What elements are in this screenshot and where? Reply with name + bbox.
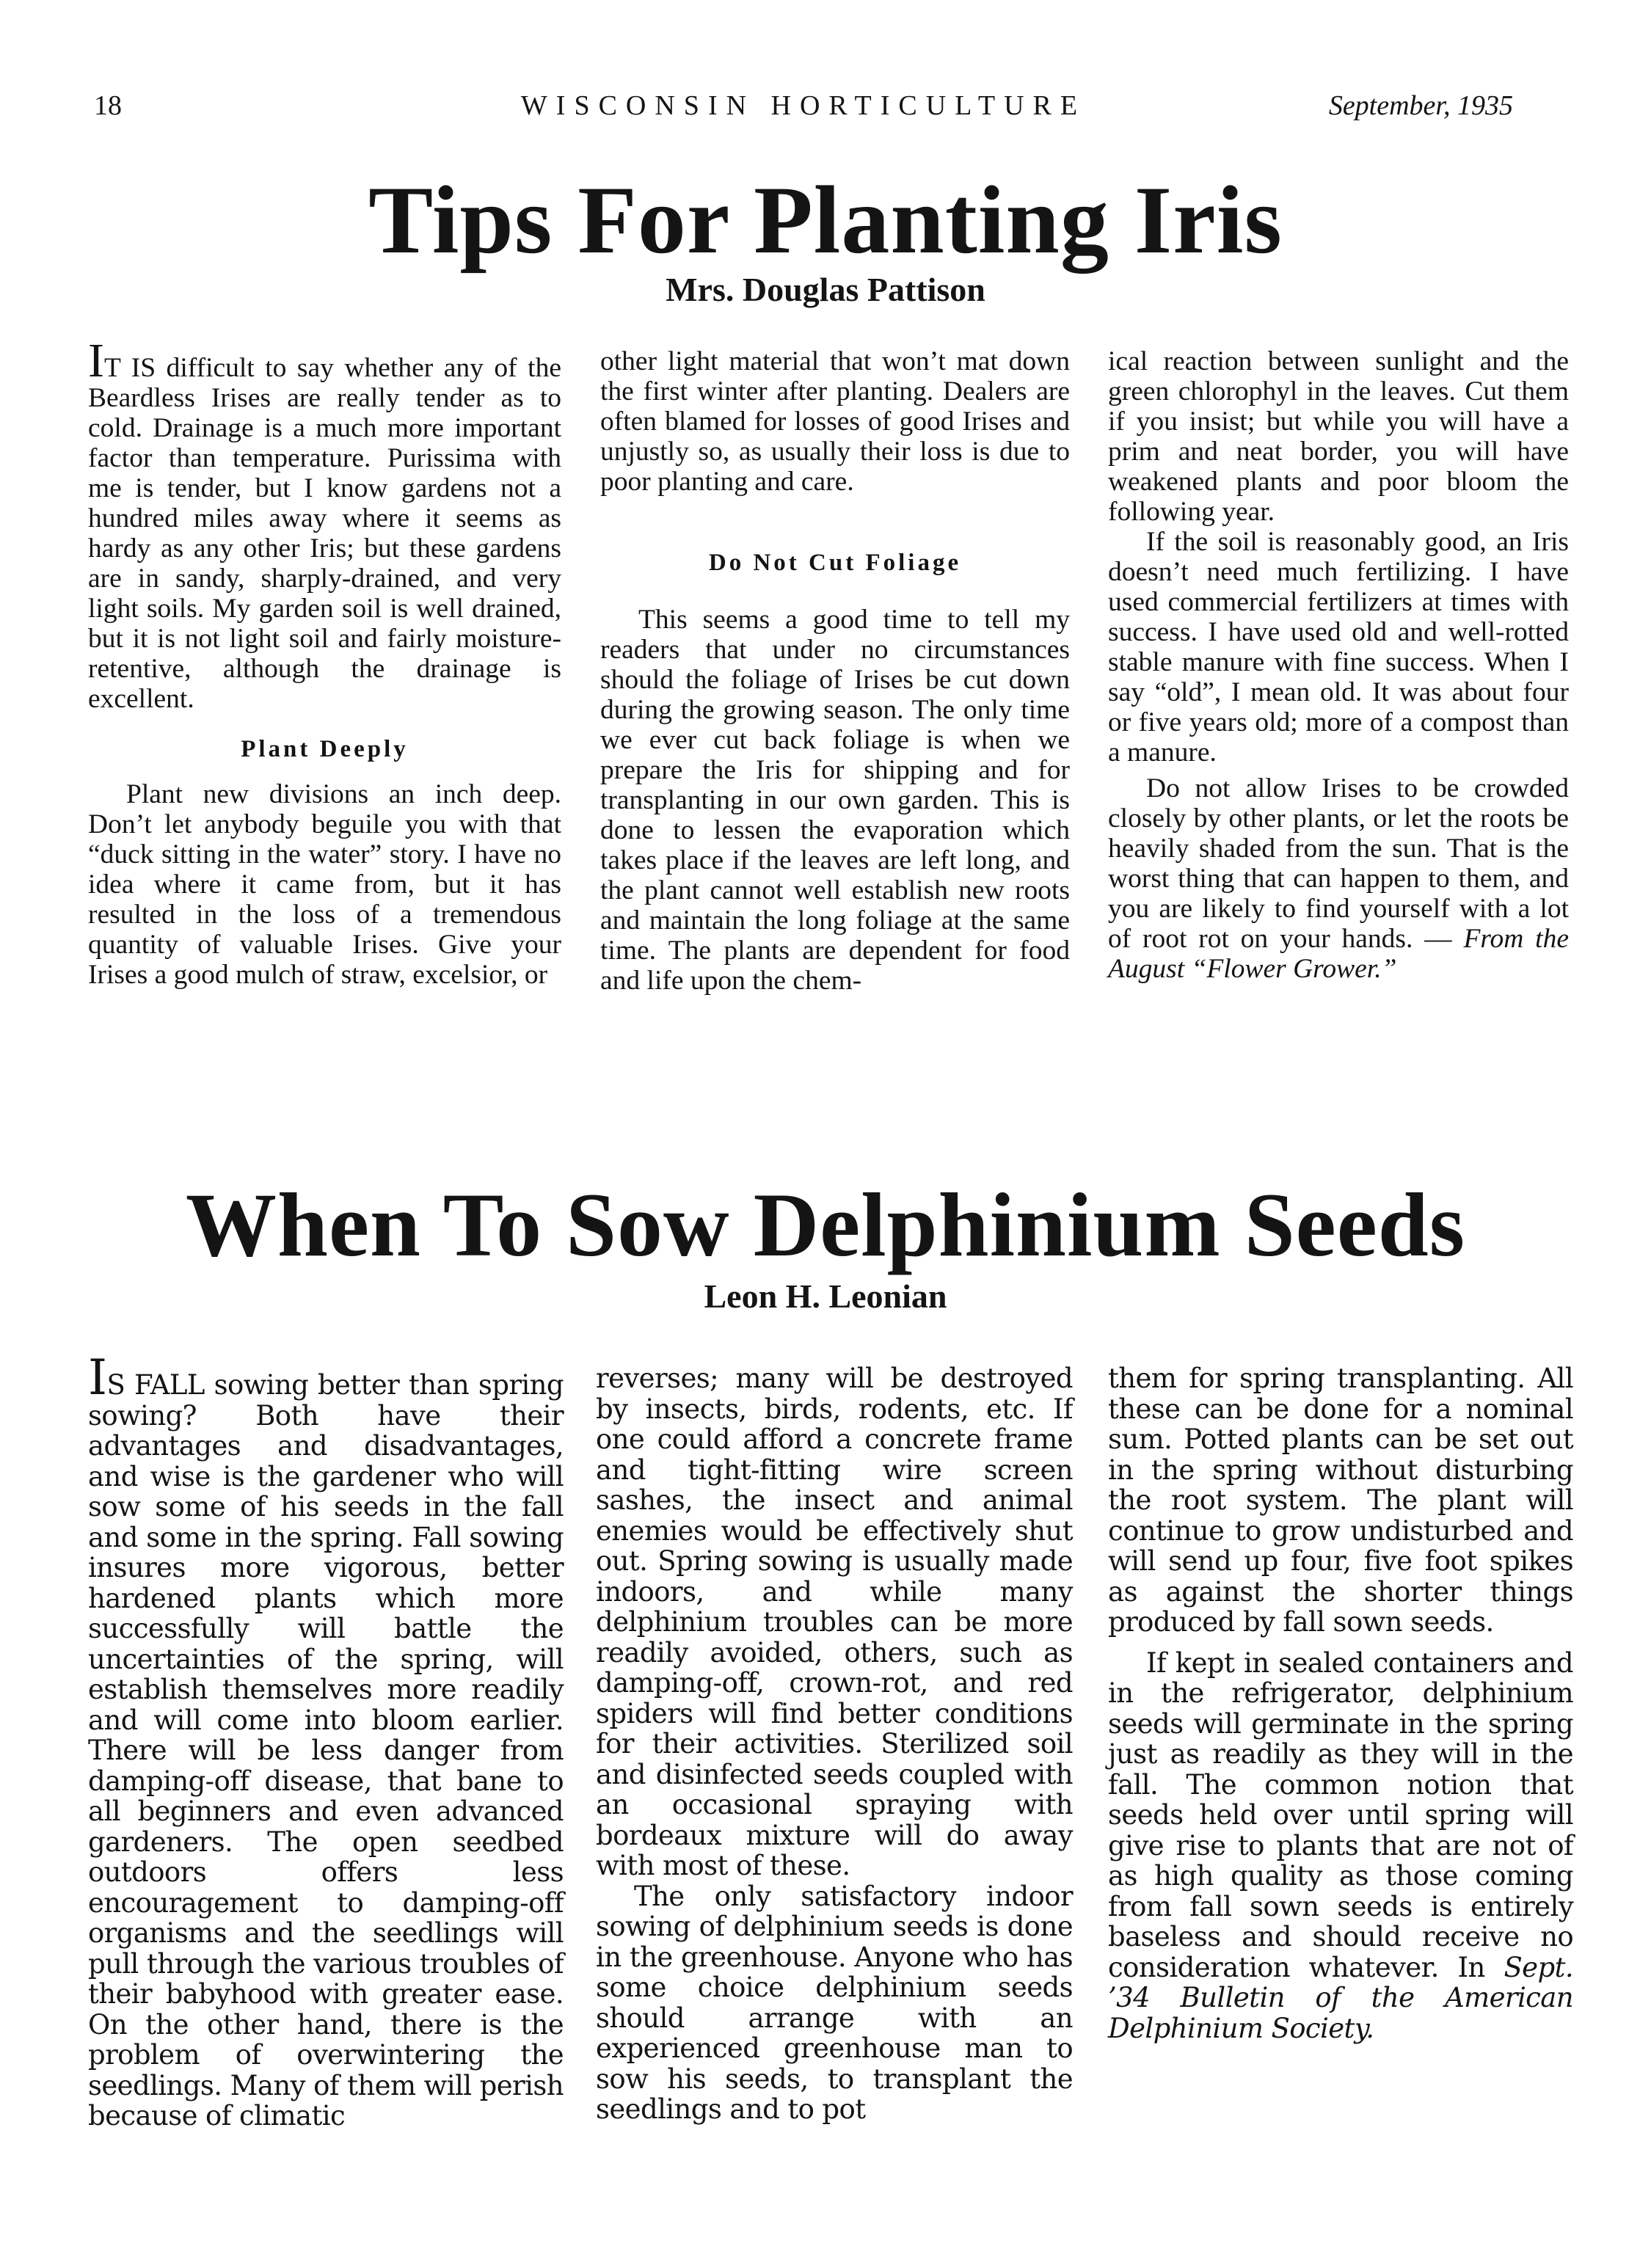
drop-cap: I (88, 334, 104, 387)
delphinium-column-2 (596, 1363, 1073, 2125)
subhead-plant-deeply: Plant Deeply (241, 736, 409, 762)
delphinium-column-1 (88, 1349, 564, 2132)
delphinium-paragraph-text: S FALL sowing better than spring sowing? Both have their advantages and disadvantages, and wise is the gardener who will sow some of his seeds in the fall and some in the spring. Fall sowing insures more vigorous, better hardened plants which more successfully will battle the uncertainties of the spring, will establish themselves more readily and will come into bloom earlier. There will be less danger from damping-off disease, that bane to all beginners and even advanced gardeners. The open seedbed outdoors offers less encouragement to damping-off organisms and the seedlings will pull through the various troubles of their babyhood with greater ease. On the other hand, there is the problem of overwintering the seedlings. Many of them will perish because of climatic (88, 1369, 564, 2132)
iris-column-2 (600, 346, 1070, 996)
iris-paragraph: This seems a good time to tell my readers that under no circumstances should the foliage of Irises be cut down during the growing season. The only time we ever cut back foliage is when we prepare the Iris for shipping and for transplanting in our own garden. This is done to lessen the evaporation which takes place if the leaves are left long, and the plant cannot well establish new roots and maintain the long foliage at the same time. The plants are dependent for food and life upon the chem- (600, 605, 1070, 996)
iris-paragraph: Plant new divisions an inch deep. Don’t let anybody beguile you with that “duck sitting in the water” story. I have no idea where it came from, but it has resulted in the loss of a tremendous quantity of valuable Irises. Give your Irises a good mulch of straw, excelsior, or (88, 779, 561, 990)
iris-paragraph: ical reaction between sunlight and the green chlorophyl in the leaves. Cut them if you insist; but while you will have a prim and neat border, you will have weakened plants and poor bloom the following year. (1108, 346, 1569, 527)
iris-paragraph (88, 334, 561, 714)
page-number: 18 (94, 90, 122, 121)
publication-name: WISCONSIN HORTICULTURE (520, 90, 1087, 121)
page-header (94, 90, 1513, 134)
iris-column-1 (88, 334, 561, 990)
delphinium-paragraph-text: If kept in sealed containers and in the refrigerator, delphinium seeds will germinate in the spring just as readily as they will in the fall. The common notion that seeds held over until spring will give rise to plants that are not of as high quality as those coming from fall sown seeds is entirely baseless and should receive no consideration whatever. In (1108, 1647, 1573, 1983)
delphinium-source-credit: Sept. ’34 Bulletin of the American Delphinium Society. (1108, 1951, 1573, 2044)
article-title-iris: Tips For Planting Iris (368, 166, 1283, 274)
article-author-delphinium: Leon H. Leonian (704, 1277, 947, 1315)
iris-source-credit: From the August “Flower Grower.” (1108, 924, 1569, 984)
delphinium-paragraph (88, 1349, 564, 2132)
delphinium-paragraph: them for spring transplanting. All these can be done for a nominal sum. Potted plants can be set out in the spring without disturbing the root system. The plant will continue to grow undisturbed and will send up four, five foot spikes as against the shorter things produced by fall sown seeds. (1108, 1363, 1573, 1638)
subhead-do-not-cut-foliage: Do Not Cut Foliage (708, 550, 962, 576)
article-author-iris: Mrs. Douglas Pattison (666, 271, 985, 308)
delphinium-paragraph: The only satisfactory indoor sowing of delphinium seeds is done in the greenhouse. Anyone who has some choice delphinium seeds should arrange with an experienced greenhouse man to sow his seeds, to transplant the seedlings and to pot (596, 1880, 1073, 2125)
issue-date: September, 1935 (1328, 90, 1513, 121)
iris-paragraph: other light material that won’t mat down the first winter after planting. Dealers are often blamed for losses of good Irises and unjustly so, as usually their loss is due to poor planting and care. (600, 346, 1070, 497)
iris-paragraph (1108, 773, 1569, 984)
drop-cap: I (88, 1349, 107, 1406)
delphinium-paragraph (1108, 1648, 1573, 2044)
iris-paragraph-text: T IS difficult to say whether any of the Beardless Irises are really tender as to cold. Drainage is a much more important factor than temperature. Purissima with me is tender, but I know gardens not a hundred miles away where it seems as hardy as any other Iris; but these gardens are in sandy, sharply-drained, and very light soils. My garden soil is well drained, but it is not light soil and fairly moisture-retentive, although the drainage is excellent. (88, 353, 561, 714)
iris-paragraph: If the soil is reasonably good, an Iris doesn’t need much fertilizing. I have used commercial fertilizers at times with success. I have used old and well-rotted stable manure with fine success. When I say “old”, I mean old. It was about four or five years old; more of a compost than a manure. (1108, 527, 1569, 767)
iris-paragraph-text: Do not allow Irises to be crowded closely by other plants, or let the roots be heavily shaded from the sun. That is the worst thing that can happen to them, and you are likely to find yourself with a lot of root rot on your hands. — (1108, 773, 1569, 954)
iris-column-3 (1108, 346, 1569, 984)
delphinium-paragraph: reverses; many will be destroyed by insects, birds, rodents, etc. If one could afford a concrete frame and tight-fitting wire screen sashes, the insect and animal enemies would be effectively shut out. Spring sowing is usually made indoors, and while many delphinium troubles can be more readily avoided, others, such as damping-off, crown-rot, and red spiders will find better conditions for their activities. Sterilized soil and disinfected seeds coupled with an occasional spraying with bordeaux mixture will do away with most of these. (596, 1363, 1073, 1881)
article-title-delphinium: When To Sow Delphinium Seeds (186, 1175, 1465, 1275)
delphinium-column-3 (1108, 1363, 1573, 2043)
